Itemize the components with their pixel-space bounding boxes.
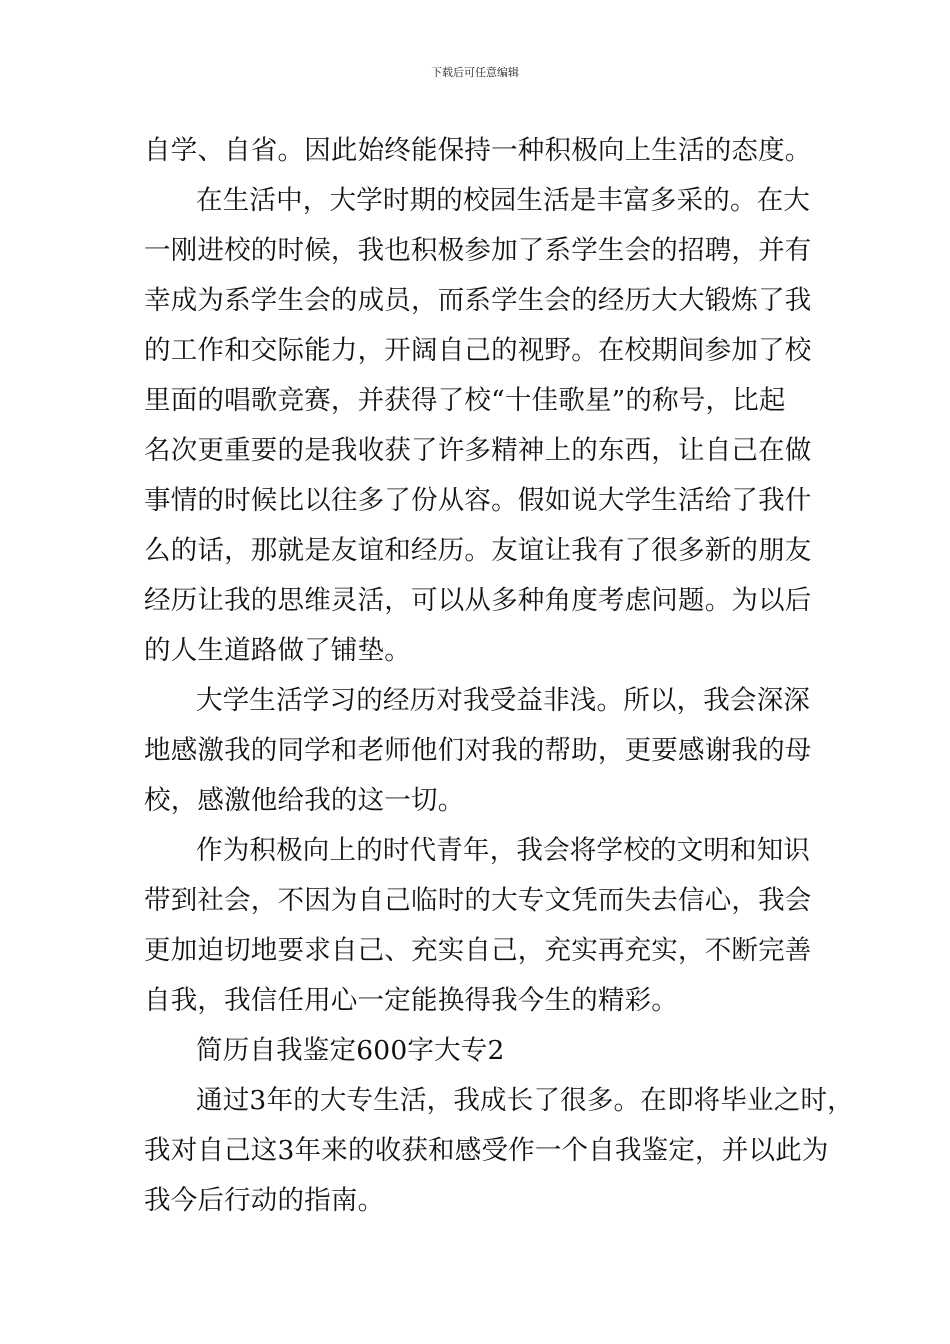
text-line: 经历让我的思维灵活，可以从多种角度考虑问题。为以后: [144, 585, 812, 616]
paragraph-start-line: 通过3年的大专生活，我成长了很多。在即将毕业之时，: [196, 1085, 854, 1116]
text-line: 带到社会，不因为自己临时的大专文凭而失去信心，我会: [144, 885, 812, 916]
text-line: 我今后行动的指南。: [144, 1185, 385, 1216]
text-line: 名次更重要的是我收获了许多精神上的东西，让自己在做: [144, 435, 812, 466]
text-line: 自学、自省。因此始终能保持一种积极向上生活的态度。: [144, 135, 812, 166]
text-line: 的工作和交际能力，开阔自己的视野。在校期间参加了校: [144, 335, 812, 366]
section-heading: 简历自我鉴定600字大专2: [196, 1035, 505, 1066]
text-line: 的人生道路做了铺垫。: [144, 635, 411, 666]
text-line: 事情的时候比以往多了份从容。假如说大学生活给了我什: [144, 485, 812, 516]
text-line: 校，感激他给我的这一切。: [144, 785, 465, 816]
text-line: 我对自己这3年来的收获和感受作一个自我鉴定，并以此为: [144, 1135, 829, 1166]
text-line: 更加迫切地要求自己、充实自己，充实再充实，不断完善: [144, 935, 812, 966]
paragraph-start-line: 在生活中，大学时期的校园生活是丰富多采的。在大: [196, 185, 811, 216]
text-line: 一刚进校的时候，我也积极参加了系学生会的招聘，并有: [144, 235, 812, 266]
text-line: 自我，我信任用心一定能换得我今生的精彩。: [144, 985, 678, 1016]
text-line: 么的话，那就是友谊和经历。友谊让我有了很多新的朋友: [144, 535, 812, 566]
text-line: 里面的唱歌竞赛，并获得了校“十佳歌星”的称号，比起: [144, 385, 786, 416]
page-header: 下载后可任意编辑: [431, 66, 519, 79]
paragraph-start-line: 作为积极向上的时代青年，我会将学校的文明和知识: [196, 835, 811, 866]
text-line: 地感激我的同学和老师他们对我的帮助，更要感谢我的母: [144, 735, 812, 766]
text-line: 幸成为系学生会的成员，而系学生会的经历大大锻炼了我: [144, 285, 812, 316]
paragraph-start-line: 大学生活学习的经历对我受益非浅。所以，我会深深: [196, 685, 811, 716]
document-body: [144, 126, 854, 1226]
